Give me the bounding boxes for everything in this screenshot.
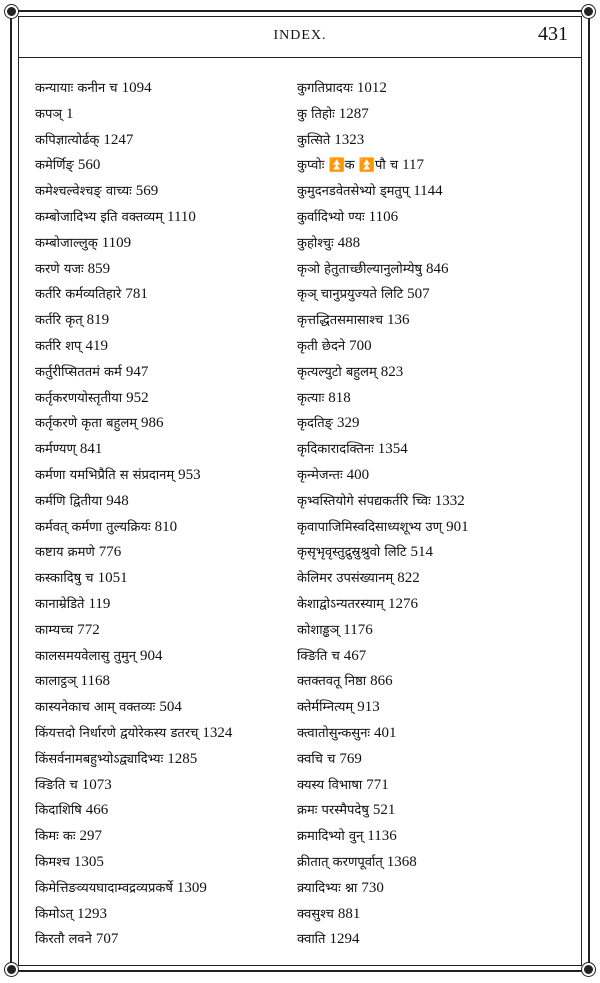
index-column-right — [297, 76, 569, 953]
corner-ornament-bottom-right — [582, 963, 595, 976]
index-entry — [297, 257, 569, 283]
entry-number: 136 — [387, 312, 410, 329]
entry-text: कृत्तद्धितसमासाश्च — [297, 313, 383, 329]
entry-number: 329 — [336, 415, 360, 432]
entry-text: क्ङिति च — [35, 777, 78, 793]
entry-number: 569 — [135, 183, 159, 200]
entry-number: 771 — [366, 776, 389, 793]
entry-text: कानाम्रेडिते — [35, 596, 85, 612]
entry-number: 560 — [77, 157, 101, 174]
entry-number: 1293 — [76, 905, 107, 922]
entry-number: 810 — [154, 518, 178, 535]
index-entry — [297, 386, 569, 412]
entry-text: क्त्वातोसुन्कसुनः — [297, 725, 371, 741]
index-entry — [297, 592, 569, 618]
entry-number: 1309 — [176, 879, 207, 896]
index-entry — [297, 644, 569, 670]
index-entry — [297, 747, 569, 773]
index-entry — [297, 205, 569, 231]
index-entry — [35, 566, 287, 592]
index-entry — [35, 437, 287, 463]
entry-number: 1094 — [121, 80, 152, 96]
entry-number: 776 — [98, 544, 122, 561]
entry-number: 1324 — [202, 724, 233, 741]
entry-text: कालाट्ठञ् — [35, 674, 77, 690]
entry-number: 1285 — [167, 750, 198, 767]
index-entry — [35, 927, 287, 953]
entry-number: 1247 — [103, 131, 134, 148]
index-entry — [35, 747, 287, 773]
entry-text: कृती छेदने — [297, 338, 346, 354]
index-entry — [35, 386, 287, 412]
index-entry — [35, 153, 287, 179]
entry-number: 1332 — [434, 492, 465, 509]
index-entry — [35, 205, 287, 231]
index-entry — [35, 644, 287, 670]
index-entry — [297, 824, 569, 850]
entry-text: किमोऽत् — [35, 906, 73, 922]
index-entry — [297, 128, 569, 154]
index-entry — [297, 489, 569, 515]
entry-number: 859 — [87, 260, 111, 277]
entry-text: कुप्वोः ⏫क ⏫पौ च — [297, 158, 399, 174]
index-entry — [35, 902, 287, 928]
entry-text: कालसमयवेलासु तुमुन् — [35, 648, 136, 664]
entry-number: 1294 — [329, 931, 360, 948]
entry-number: 781 — [125, 286, 148, 303]
entry-number: 1323 — [334, 131, 365, 148]
index-entry — [297, 876, 569, 902]
entry-number: 881 — [337, 905, 361, 922]
entry-number: 818 — [328, 389, 351, 406]
index-entry — [297, 334, 569, 360]
index-entry — [35, 102, 287, 128]
index-entry — [297, 798, 569, 824]
entry-text: कर्तृकरणे कृता बहुलम् — [35, 416, 138, 432]
entry-number: 846 — [426, 260, 449, 277]
entry-text: कपञ् — [35, 106, 63, 122]
index-entry — [297, 902, 569, 928]
entry-number: 901 — [446, 518, 469, 535]
entry-text: कमेर्णिङ् — [35, 158, 74, 174]
entry-text: करणे यजः — [35, 261, 84, 277]
index-entry — [297, 566, 569, 592]
corner-ornament-top-right — [582, 5, 595, 18]
index-entry — [297, 669, 569, 695]
entry-text: कृवापाजिमिस्वदिसाध्यशूभ्य उण् — [297, 519, 443, 535]
entry-number: 1 — [66, 105, 74, 122]
entry-text: किरतौ लवने — [35, 932, 92, 948]
index-entry — [35, 463, 287, 489]
entry-text: कास्यनेकाच आम् वक्तव्यः — [35, 700, 156, 716]
entry-number: 1276 — [387, 595, 418, 612]
entry-text: कृसृभृवृस्तुद्रुस्रुश्रुवो लिटि — [297, 545, 407, 561]
page-header — [18, 16, 582, 58]
entry-number: 769 — [339, 750, 362, 767]
entry-text: कुत्सिते — [297, 132, 331, 148]
index-entry — [35, 257, 287, 283]
index-entry — [35, 850, 287, 876]
entry-text: कृदिकारादक्तिनः — [297, 442, 374, 458]
index-entry — [297, 102, 569, 128]
entry-text: केशाद्वोऽन्यतरस्याम् — [297, 596, 384, 612]
index-entry — [35, 540, 287, 566]
index-entry — [297, 153, 569, 179]
index-column-left — [35, 76, 287, 953]
index-entry — [35, 308, 287, 334]
entry-number: 117 — [402, 157, 425, 174]
entry-text: क्यस्य विभाषा — [297, 777, 363, 793]
entry-number: 819 — [86, 312, 110, 329]
entry-number: 467 — [343, 647, 367, 664]
index-entry — [35, 334, 287, 360]
corner-ornament-bottom-left — [5, 963, 18, 976]
entry-number: 119 — [88, 595, 111, 612]
entry-number: 297 — [79, 828, 102, 845]
index-entry — [35, 128, 287, 154]
entry-text: कर्मणा यमभिप्रैति स संप्रदानम् — [35, 467, 175, 483]
index-entry — [35, 282, 287, 308]
page-number: 431 — [538, 23, 568, 45]
entry-text: क्रीतात् करणपूर्वात् — [297, 854, 383, 870]
index-entry — [297, 308, 569, 334]
entry-text: कुहोश्चुः — [297, 235, 334, 251]
entry-text: क्वचि च — [297, 751, 336, 767]
index-entry — [297, 463, 569, 489]
entry-number: 841 — [79, 441, 103, 458]
entry-text: कृन्मेजन्तः — [297, 467, 343, 483]
index-entry — [35, 411, 287, 437]
index-entry — [297, 437, 569, 463]
entry-number: 504 — [159, 699, 182, 716]
entry-number: 1106 — [368, 208, 399, 225]
entry-text: कम्बोजादिभ्य इति वक्तव्यम् — [35, 209, 164, 225]
index-entry — [35, 179, 287, 205]
index-entry — [35, 76, 287, 102]
entry-text: क्तेर्मम्नित्यम् — [297, 700, 354, 716]
entry-text: कृदतिङ् — [297, 416, 333, 432]
entry-text: किमः कः — [35, 829, 76, 845]
entry-text: कृत्याः — [297, 390, 325, 406]
entry-text: कर्तरि कृत् — [35, 313, 83, 329]
index-entry — [35, 515, 287, 541]
index-entry — [297, 540, 569, 566]
index-entry — [297, 411, 569, 437]
entry-text: कन्यायाः कनीन च — [35, 81, 118, 96]
entry-text: कु तिहोः — [297, 106, 335, 122]
index-entry — [35, 592, 287, 618]
entry-number: 953 — [178, 466, 201, 483]
entry-number: 419 — [85, 337, 108, 354]
entry-text: क्रमादिभ्यो वुन् — [297, 829, 364, 845]
entry-text: कर्मवत् कर्मणा तुल्यक्रियः — [35, 519, 151, 535]
entry-text: क्र्यादिभ्यः श्ना — [297, 880, 358, 896]
entry-number: 1354 — [377, 441, 408, 458]
entry-text: किंसर्वनामबहुभ्योऽद्व्यादिभ्यः — [35, 751, 164, 767]
entry-text: केलिमर उपसंख्यानम् — [297, 571, 394, 587]
index-entry — [35, 231, 287, 257]
entry-text: क्तक्तवतू निष्ठा — [297, 674, 367, 690]
entry-text: कस्कादिषु च — [35, 571, 94, 587]
entry-number: 401 — [374, 724, 397, 741]
entry-text: क्रमः परस्मैपदेषु — [297, 803, 369, 819]
entry-number: 730 — [361, 879, 384, 896]
entry-number: 947 — [125, 363, 149, 380]
index-entry — [35, 489, 287, 515]
index-entry — [35, 721, 287, 747]
index-entry — [297, 231, 569, 257]
index-entry — [297, 360, 569, 386]
index-entry — [35, 876, 287, 902]
entry-text: कुर्वादिभ्यो ण्यः — [297, 209, 365, 225]
entry-number: 1368 — [386, 853, 417, 870]
entry-text: कर्तृकरणयोस्तृतीया — [35, 390, 123, 406]
entry-number: 700 — [349, 337, 372, 354]
entry-number: 488 — [337, 234, 361, 251]
index-entry — [297, 773, 569, 799]
entry-text: कर्तरि शप् — [35, 338, 82, 354]
index-entry — [35, 824, 287, 850]
entry-number: 1287 — [338, 105, 369, 122]
entry-text: कोशाड्ढञ् — [297, 622, 340, 638]
entry-text: काम्यच्च — [35, 622, 74, 638]
entry-text: क्वाति — [297, 932, 326, 948]
index-entry — [297, 850, 569, 876]
entry-text: कम्बोजाल्लुक् — [35, 235, 98, 251]
entry-number: 1073 — [81, 776, 112, 793]
index-entry — [297, 76, 569, 102]
entry-text: कपिज्ञात्योर्ढक् — [35, 132, 100, 148]
entry-number: 772 — [77, 621, 100, 638]
entry-number: 1305 — [73, 853, 104, 870]
index-entry — [35, 669, 287, 695]
index-entry — [35, 618, 287, 644]
entry-number: 466 — [85, 802, 109, 819]
index-entry — [35, 360, 287, 386]
index-entry — [297, 282, 569, 308]
entry-number: 1012 — [356, 80, 387, 96]
index-entry — [35, 695, 287, 721]
entry-text: कर्तुरीप्सिततमं कर्म — [35, 364, 122, 380]
entry-number: 904 — [140, 647, 163, 664]
entry-number: 913 — [357, 699, 380, 716]
entry-number: 866 — [370, 673, 393, 690]
index-entry — [297, 618, 569, 644]
entry-number: 986 — [141, 415, 164, 432]
entry-text: किदाशिषि — [35, 803, 82, 819]
page-title: INDEX. — [273, 28, 327, 43]
entry-text: कुमुदनडवेतसेभ्यो ड्मतुप् — [297, 184, 410, 200]
entry-text: क्ङिति च — [297, 648, 340, 664]
entry-number: 952 — [126, 389, 149, 406]
entry-text: क्वसुश्च — [297, 906, 334, 922]
entry-number: 823 — [380, 363, 404, 380]
entry-number: 1176 — [343, 621, 373, 638]
entry-number: 400 — [346, 466, 370, 483]
entry-text: कर्मणि द्वितीया — [35, 493, 103, 509]
entry-number: 1144 — [413, 183, 443, 200]
entry-number: 1136 — [367, 828, 397, 845]
index-entry — [297, 721, 569, 747]
entry-text: कृभ्वस्तियोगे संपद्यकर्तरि च्विः — [297, 493, 431, 509]
corner-ornament-top-left — [5, 5, 18, 18]
entry-number: 514 — [410, 544, 433, 561]
entry-text: कमेश्चल्वेश्चङ् वाच्यः — [35, 184, 132, 200]
entry-text: कृञो हेतुताच्छील्यानुलोम्येषु — [297, 261, 423, 277]
index-entry — [297, 927, 569, 953]
entry-number: 1109 — [101, 234, 132, 251]
entry-text: कृञ् चानुप्रयुज्यते लिटि — [297, 287, 404, 303]
entry-number: 521 — [372, 802, 396, 819]
entry-text: कृत्यल्युटो बहुलम् — [297, 364, 377, 380]
entry-number: 1168 — [80, 673, 110, 690]
index-entry — [297, 695, 569, 721]
entry-text: कर्तरि कर्मव्यतिहारे — [35, 287, 122, 303]
entry-text: किमेत्तिङव्ययघादाम्वद्रव्यप्रकर्षे — [35, 880, 173, 896]
entry-text: कर्मण्यण् — [35, 442, 76, 458]
index-entry — [297, 515, 569, 541]
index-entry — [35, 773, 287, 799]
entry-number: 948 — [106, 492, 129, 509]
entry-number: 1051 — [97, 570, 128, 587]
index-entry — [297, 179, 569, 205]
entry-number: 707 — [95, 931, 119, 948]
entry-number: 822 — [397, 570, 420, 587]
entry-number: 1110 — [167, 208, 196, 225]
entry-text: कुगतिप्रादयः — [297, 81, 353, 96]
index-entry — [35, 798, 287, 824]
entry-text: किंयत्तदो निर्धारणे द्वयोरेकस्य डतरच् — [35, 725, 199, 741]
entry-number: 507 — [407, 286, 430, 303]
entry-text: कष्टाय क्रमणे — [35, 545, 95, 561]
entry-text: किमश्च — [35, 854, 70, 870]
